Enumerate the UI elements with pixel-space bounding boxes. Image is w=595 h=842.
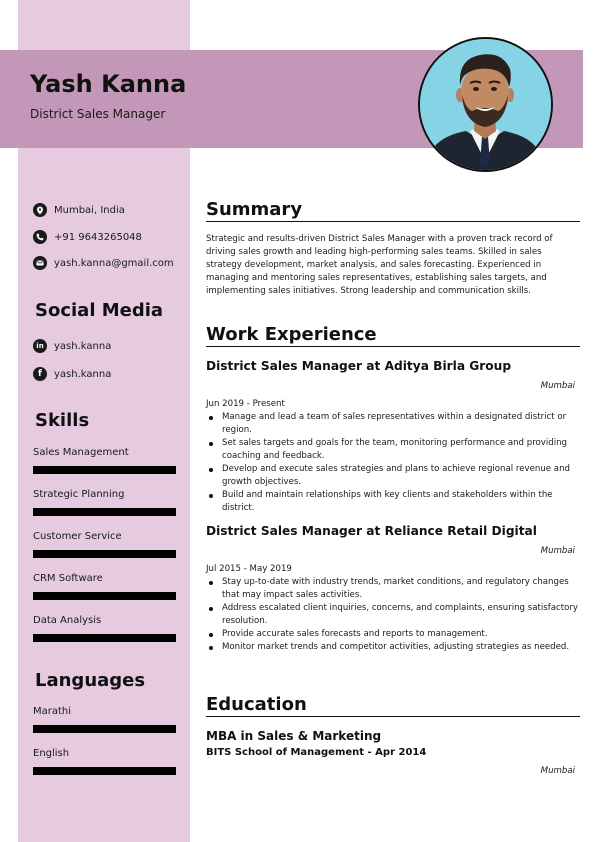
- languages-heading: Languages: [35, 670, 146, 691]
- skill-label: Sales Management: [33, 447, 129, 458]
- language-bar: [33, 767, 176, 775]
- list-item: Set sales targets and goals for the team, monitoring performance and providing coaching and feedback.: [206, 437, 578, 463]
- skill-label: Data Analysis: [33, 615, 102, 626]
- skill-label: Strategic Planning: [33, 489, 125, 500]
- skill-bar-fill: [33, 550, 176, 558]
- skill-bar-fill: [33, 508, 176, 516]
- list-item: Address escalated client inquiries, concerns, and complaints, ensuring satisfactory resolution.: [206, 602, 578, 628]
- list-item: Build and maintain relationships with key clients and stakeholders within the district.: [206, 489, 578, 515]
- list-item: Stay up-to-date with industry trends, market conditions, and regulatory changes that may impact sales activities.: [206, 576, 578, 602]
- facebook-icon: f: [33, 367, 47, 381]
- education-school: BITS School of Management - Apr 2014: [206, 747, 427, 758]
- social-media-heading: Social Media: [35, 300, 164, 321]
- skill-bar: [33, 550, 176, 558]
- skill-bar: [33, 466, 176, 474]
- job-dates: Jul 2015 - May 2019: [206, 564, 292, 574]
- contact-phone-text: +91 9643265048: [54, 231, 142, 243]
- job-bullets: [206, 576, 578, 654]
- job-location: Mumbai: [540, 381, 575, 391]
- language-label: Marathi: [33, 706, 72, 717]
- skill-label: CRM Software: [33, 573, 103, 584]
- language-bar: [33, 725, 176, 733]
- list-item: Develop and execute sales strategies and plans to achieve regional revenue and growth objectives.: [206, 463, 578, 489]
- list-item: Provide accurate sales forecasts and reports to management.: [206, 628, 578, 641]
- skill-bar-fill: [33, 466, 176, 474]
- job-bullets: [206, 411, 578, 515]
- education-location: Mumbai: [540, 766, 575, 776]
- summary-text: Strategic and results-driven District Sales Manager with a proven track record of driving sales growth and leading high-performing sales teams. Skilled in sales strategy development, market analysis, and sales forecasting. Experienced in managing and mentoring sales representatives, establishing sales targets, and implementing sales initiatives. Strong leadership and communication skills.: [206, 234, 553, 296]
- job-location: Mumbai: [540, 546, 575, 556]
- job-title: District Sales Manager at Aditya Birla Group: [206, 359, 512, 373]
- language-bar-fill: [33, 767, 176, 775]
- education-degree: MBA in Sales & Marketing: [206, 729, 382, 743]
- social-facebook-text: yash.kanna: [54, 368, 112, 380]
- skills-heading: Skills: [35, 410, 90, 431]
- contact-email[interactable]: [33, 255, 174, 271]
- contact-location: [33, 202, 125, 218]
- phone-icon: [33, 230, 47, 244]
- contact-location-text: Mumbai, India: [54, 204, 125, 216]
- candidate-title: District Sales Manager: [30, 107, 166, 121]
- contact-phone[interactable]: [33, 229, 142, 245]
- social-linkedin[interactable]: [33, 338, 111, 354]
- location-pin-icon: [33, 203, 47, 217]
- job-title: District Sales Manager at Reliance Retail Digital: [206, 524, 537, 538]
- contact-email-text: yash.kanna@gmail.com: [54, 257, 174, 269]
- skill-bar: [33, 508, 176, 516]
- education-heading: Education: [206, 694, 580, 717]
- list-item: Monitor market trends and competitor activities, adjusting strategies as needed.: [206, 641, 578, 654]
- language-label: English: [33, 748, 70, 759]
- work-experience-heading: Work Experience: [206, 324, 580, 347]
- candidate-name: Yash Kanna: [30, 70, 187, 98]
- skill-bar-fill: [33, 592, 176, 600]
- summary-heading: Summary: [206, 199, 580, 222]
- language-bar-fill: [33, 725, 176, 733]
- skill-bar: [33, 592, 176, 600]
- skill-label: Customer Service: [33, 531, 122, 542]
- list-item: Manage and lead a team of sales representatives within a designated district or region.: [206, 411, 578, 437]
- social-facebook[interactable]: [33, 366, 111, 382]
- job-dates: Jun 2019 - Present: [206, 399, 285, 409]
- profile-photo: [418, 37, 553, 172]
- email-icon: [33, 256, 47, 270]
- linkedin-icon: in: [33, 339, 47, 353]
- social-linkedin-text: yash.kanna: [54, 340, 112, 352]
- skill-bar: [33, 634, 176, 642]
- skill-bar-fill: [33, 634, 176, 642]
